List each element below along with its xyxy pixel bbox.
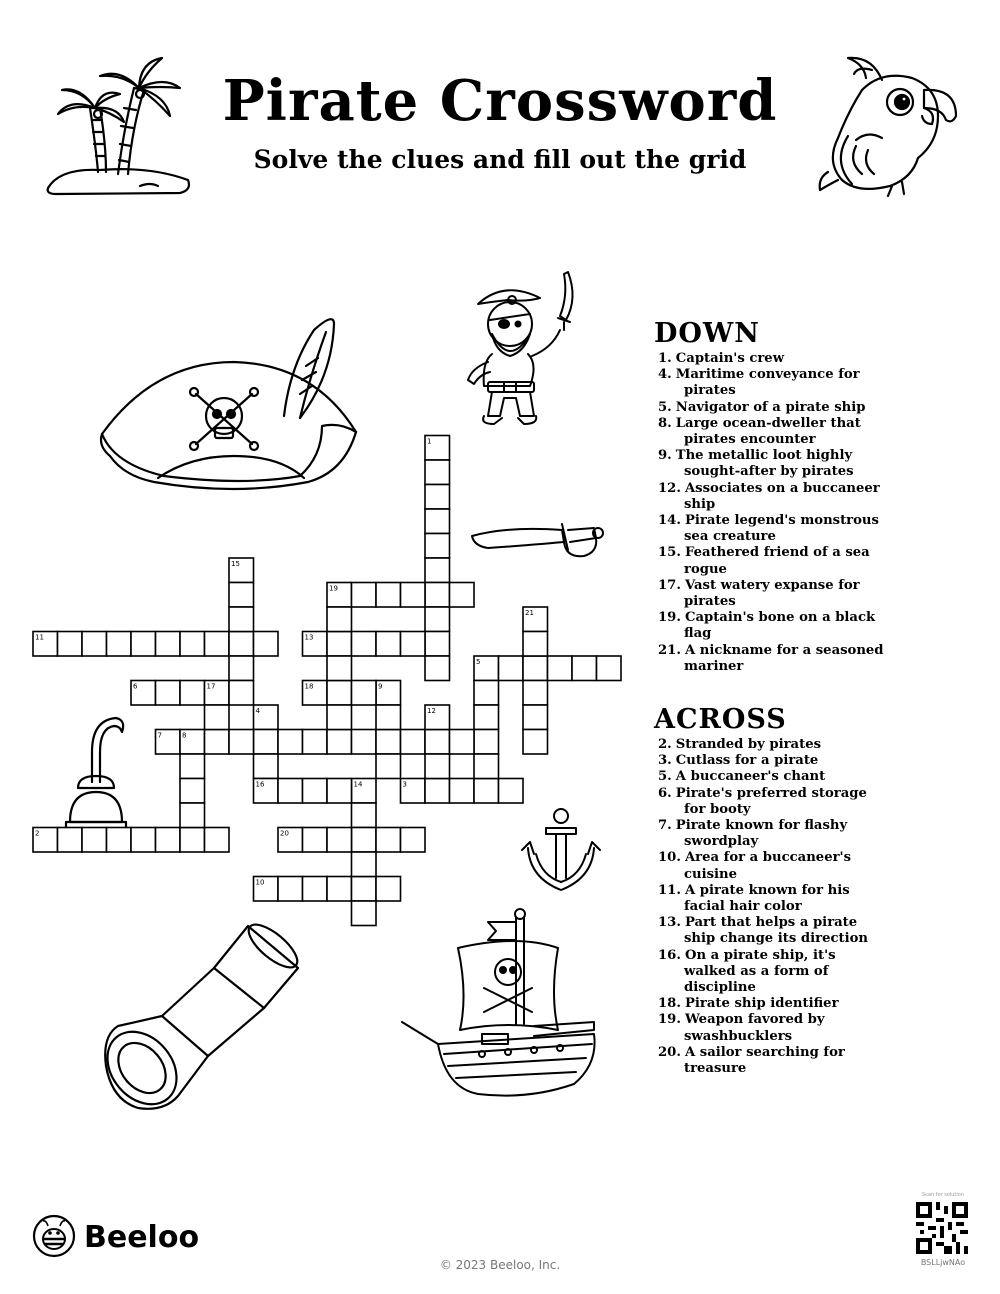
- across-clue: [654, 915, 884, 947]
- grid-cell[interactable]: [58, 828, 83, 853]
- grid-cell[interactable]: [352, 583, 377, 608]
- grid-cell[interactable]: [450, 730, 475, 755]
- grid-number: 1: [427, 437, 432, 446]
- down-clue: [654, 367, 884, 399]
- down-clues: [654, 318, 884, 675]
- qr-code-icon[interactable]: [916, 1202, 968, 1254]
- grid-cell[interactable]: [205, 730, 230, 755]
- grid-cell[interactable]: [376, 828, 401, 853]
- grid-cell[interactable]: [254, 754, 279, 779]
- grid-cell[interactable]: [474, 730, 499, 755]
- down-clue: [654, 400, 884, 416]
- down-clue-number: 5.: [658, 399, 672, 415]
- grid-cell[interactable]: [474, 681, 499, 706]
- across-clue-text: A pirate known for his facial hair color: [684, 882, 850, 915]
- grid-cell[interactable]: [425, 730, 450, 755]
- down-clue-text: Vast watery expanse for pirates: [684, 577, 860, 610]
- grid-cell[interactable]: [327, 828, 352, 853]
- grid-cell[interactable]: [499, 779, 524, 804]
- across-clue: [654, 883, 884, 915]
- grid-cell[interactable]: [425, 534, 450, 559]
- grid-number: 12: [427, 707, 436, 715]
- down-clue-text: Pirate legend's monstrous sea creature: [684, 513, 879, 545]
- across-clue: [654, 996, 884, 1012]
- grid-cell[interactable]: [376, 877, 401, 902]
- grid-cell[interactable]: [401, 730, 426, 755]
- grid-cell[interactable]: [352, 632, 377, 657]
- grid-cell[interactable]: [327, 607, 352, 632]
- grid-cell[interactable]: [425, 632, 450, 657]
- scan-label: Scan for solution: [921, 1192, 964, 1198]
- across-clue: [654, 737, 884, 753]
- grid-cell[interactable]: [180, 754, 205, 779]
- grid-cell[interactable]: [82, 828, 107, 853]
- grid-cell[interactable]: [548, 656, 573, 681]
- grid-cell[interactable]: [499, 656, 524, 681]
- grid-cell[interactable]: [229, 681, 254, 706]
- grid-cell[interactable]: [474, 754, 499, 779]
- across-clue-text: Stranded by pirates: [675, 737, 822, 752]
- across-clue-text: Weapon favored by swashbucklers: [684, 1012, 825, 1044]
- grid-cell[interactable]: [352, 901, 377, 926]
- grid-cell[interactable]: [450, 779, 475, 804]
- grid-cell[interactable]: [425, 558, 450, 583]
- grid-number: 3: [402, 780, 407, 789]
- across-clue-number: 10.: [658, 850, 681, 866]
- qr-code-label: BSLLjwNAo: [920, 1258, 966, 1267]
- down-clue-text: Feathered friend of a sea rogue: [684, 545, 870, 577]
- down-clue-number: 19.: [658, 610, 681, 626]
- across-clue-number: 18.: [658, 996, 681, 1012]
- grid-number: 9: [378, 682, 383, 691]
- down-clue-number: 15.: [658, 545, 681, 561]
- across-clue-text: On a pirate ship, it's walked as a form of discipline: [684, 947, 836, 996]
- grid-number: 14: [353, 780, 363, 789]
- across-clue-number: 11.: [658, 882, 681, 898]
- down-clue-text: Navigator of a pirate ship: [675, 399, 866, 415]
- bee-logo-icon: [32, 1214, 76, 1258]
- grid-cell[interactable]: [303, 779, 328, 804]
- grid-cell[interactable]: [425, 509, 450, 534]
- across-clue: [654, 818, 884, 850]
- down-clue-text: Large ocean-dweller that pirates encounter: [675, 415, 861, 448]
- grid-number: 17: [206, 682, 216, 691]
- page-subtitle: Solve the clues and fill out the grid: [253, 145, 747, 174]
- grid-number: 2: [35, 829, 40, 838]
- across-clue-text: Area for a buccaneer's cuisine: [684, 850, 851, 882]
- down-clue: [654, 416, 884, 448]
- grid-cell[interactable]: [523, 681, 548, 706]
- grid-cell[interactable]: [82, 632, 107, 657]
- down-clue: [654, 513, 884, 545]
- grid-cell[interactable]: [474, 705, 499, 730]
- grid-cell[interactable]: [303, 730, 328, 755]
- grid-cell[interactable]: [425, 485, 450, 510]
- grid-cell[interactable]: [327, 877, 352, 902]
- grid-cell[interactable]: [131, 828, 156, 853]
- grid-cell[interactable]: [303, 828, 328, 853]
- down-clue-text: A nickname for a seasoned mariner: [684, 642, 884, 674]
- page-title: Pirate Crossword: [222, 68, 778, 134]
- grid-number: 20: [280, 829, 289, 838]
- grid-cell[interactable]: [180, 681, 205, 706]
- grid-cell[interactable]: [156, 632, 181, 657]
- grid-number: 13: [304, 633, 314, 642]
- grid-number: 11: [35, 633, 44, 642]
- grid-cell[interactable]: [278, 730, 303, 755]
- down-clue: [654, 643, 884, 675]
- grid-cell[interactable]: [352, 828, 377, 853]
- grid-cell[interactable]: [376, 705, 401, 730]
- grid-cell[interactable]: [352, 730, 377, 755]
- grid-cell[interactable]: [107, 828, 132, 853]
- grid-cell[interactable]: [401, 632, 426, 657]
- grid-cell[interactable]: [327, 730, 352, 755]
- down-clue: [654, 610, 884, 642]
- across-clue-text: A buccaneer's chant: [675, 769, 826, 785]
- grid-cell[interactable]: [107, 632, 132, 657]
- grid-cell[interactable]: [572, 656, 597, 681]
- down-clue-number: 12.: [658, 480, 681, 496]
- across-clue: [654, 1012, 884, 1044]
- grid-cell[interactable]: [229, 583, 254, 608]
- grid-cell[interactable]: [180, 632, 205, 657]
- grid-cell[interactable]: [425, 656, 450, 681]
- grid-cell[interactable]: [450, 583, 475, 608]
- grid-cell[interactable]: [523, 632, 548, 657]
- grid-cell[interactable]: [401, 583, 426, 608]
- down-clue-text: Maritime conveyance for pirates: [675, 367, 860, 399]
- grid-cell[interactable]: [474, 779, 499, 804]
- grid-cell[interactable]: [523, 656, 548, 681]
- down-clue: [654, 351, 884, 367]
- across-clue-text: Part that helps a pirate ship change its direction: [684, 915, 868, 947]
- down-clue-text: The metallic loot highly sought-after by pirates: [675, 448, 854, 480]
- across-clue-text: Pirate known for flashy swordplay: [675, 818, 848, 850]
- down-clue-number: 14.: [658, 513, 681, 529]
- grid-cell[interactable]: [352, 803, 377, 828]
- grid-cell[interactable]: [425, 460, 450, 485]
- grid-cell[interactable]: [327, 779, 352, 804]
- grid-cell[interactable]: [180, 803, 205, 828]
- down-clue-number: 21.: [658, 642, 681, 658]
- grid-cell[interactable]: [425, 754, 450, 779]
- across-clue: [654, 786, 884, 818]
- across-clue: [654, 850, 884, 882]
- across-clue: [654, 753, 884, 769]
- down-clue-number: 9.: [658, 448, 672, 464]
- down-clue: [654, 545, 884, 577]
- grid-number: 21: [525, 609, 534, 617]
- across-clue-number: 3.: [658, 753, 672, 769]
- across-clue-number: 6.: [658, 785, 672, 801]
- down-clue-number: 1.: [658, 351, 672, 366]
- grid-cell[interactable]: [352, 877, 377, 902]
- grid-cell[interactable]: [131, 632, 156, 657]
- across-clue-number: 2.: [658, 737, 672, 752]
- grid-cell[interactable]: [229, 632, 254, 657]
- grid-cell[interactable]: [401, 828, 426, 853]
- copyright-text: © 2023 Beeloo, Inc.: [439, 1258, 561, 1272]
- grid-cell[interactable]: [180, 828, 205, 853]
- grid-cell[interactable]: [327, 705, 352, 730]
- down-clue-number: 17.: [658, 577, 681, 593]
- down-clue-number: 4.: [658, 367, 672, 383]
- grid-cell[interactable]: [229, 730, 254, 755]
- grid-number: 8: [182, 731, 187, 740]
- grid-cell[interactable]: [597, 656, 622, 681]
- grid-cell[interactable]: [376, 632, 401, 657]
- across-clue: [654, 769, 884, 785]
- grid-cell[interactable]: [254, 730, 279, 755]
- grid-number: 6: [133, 682, 138, 691]
- grid-cell[interactable]: [156, 681, 181, 706]
- across-clue-number: 7.: [658, 818, 672, 834]
- down-clue: [654, 481, 884, 513]
- grid-cell[interactable]: [156, 828, 181, 853]
- grid-number: 15: [231, 560, 240, 568]
- grid-cell[interactable]: [180, 779, 205, 804]
- grid-cell[interactable]: [205, 705, 230, 730]
- down-clue-number: 8.: [658, 415, 672, 431]
- grid-cell[interactable]: [425, 607, 450, 632]
- across-clue-number: 20.: [658, 1044, 681, 1060]
- grid-cell[interactable]: [229, 607, 254, 632]
- grid-cell[interactable]: [376, 730, 401, 755]
- grid-number: 7: [157, 731, 162, 740]
- across-clue-number: 13.: [658, 915, 681, 931]
- across-clues: [654, 704, 884, 1077]
- grid-cell[interactable]: [303, 877, 328, 902]
- grid-cell[interactable]: [425, 779, 450, 804]
- grid-cell[interactable]: [278, 779, 303, 804]
- grid-cell[interactable]: [376, 754, 401, 779]
- across-clue-text: Pirate ship identifier: [684, 996, 839, 1012]
- grid-cell[interactable]: [523, 730, 548, 755]
- down-clue-text: Associates on a buccaneer ship: [684, 480, 880, 512]
- grid-cell[interactable]: [229, 656, 254, 681]
- across-clue-number: 5.: [658, 769, 672, 785]
- down-heading: DOWN: [654, 318, 760, 349]
- brand-name: Beeloo: [84, 1220, 200, 1255]
- grid-cell[interactable]: [327, 681, 352, 706]
- grid-cell[interactable]: [425, 583, 450, 608]
- across-clue-text: Cutlass for a pirate: [675, 753, 819, 769]
- grid-cell[interactable]: [278, 877, 303, 902]
- down-clue: [654, 448, 884, 480]
- grid-cell[interactable]: [352, 852, 377, 877]
- across-heading: ACROSS: [654, 704, 787, 735]
- down-clue-text: Captain's bone on a black flag: [684, 610, 876, 642]
- grid-cell[interactable]: [205, 632, 230, 657]
- across-clue-text: Pirate's preferred storage for booty: [675, 785, 867, 817]
- grid-number: 4: [255, 707, 260, 715]
- grid-cell[interactable]: [205, 828, 230, 853]
- across-clue-number: 19.: [658, 1012, 681, 1028]
- down-clue-text: Captain's crew: [675, 351, 785, 366]
- grid-cell[interactable]: [327, 656, 352, 681]
- across-clue-number: 16.: [658, 947, 681, 963]
- grid-cell[interactable]: [523, 705, 548, 730]
- grid-number: 18: [304, 682, 314, 691]
- grid-cell[interactable]: [58, 632, 83, 657]
- grid-number: 10: [255, 878, 265, 887]
- grid-cell[interactable]: [254, 632, 279, 657]
- grid-cell[interactable]: [327, 632, 352, 657]
- down-clue: [654, 578, 884, 610]
- grid-cell[interactable]: [352, 681, 377, 706]
- across-clue-text: A sailor searching for treasure: [684, 1044, 845, 1077]
- grid-number: 16: [255, 780, 265, 789]
- grid-number: 19: [329, 584, 338, 593]
- grid-number: 5: [476, 658, 481, 666]
- grid-cell[interactable]: [376, 583, 401, 608]
- across-clue: [654, 1045, 884, 1077]
- across-clue: [654, 948, 884, 997]
